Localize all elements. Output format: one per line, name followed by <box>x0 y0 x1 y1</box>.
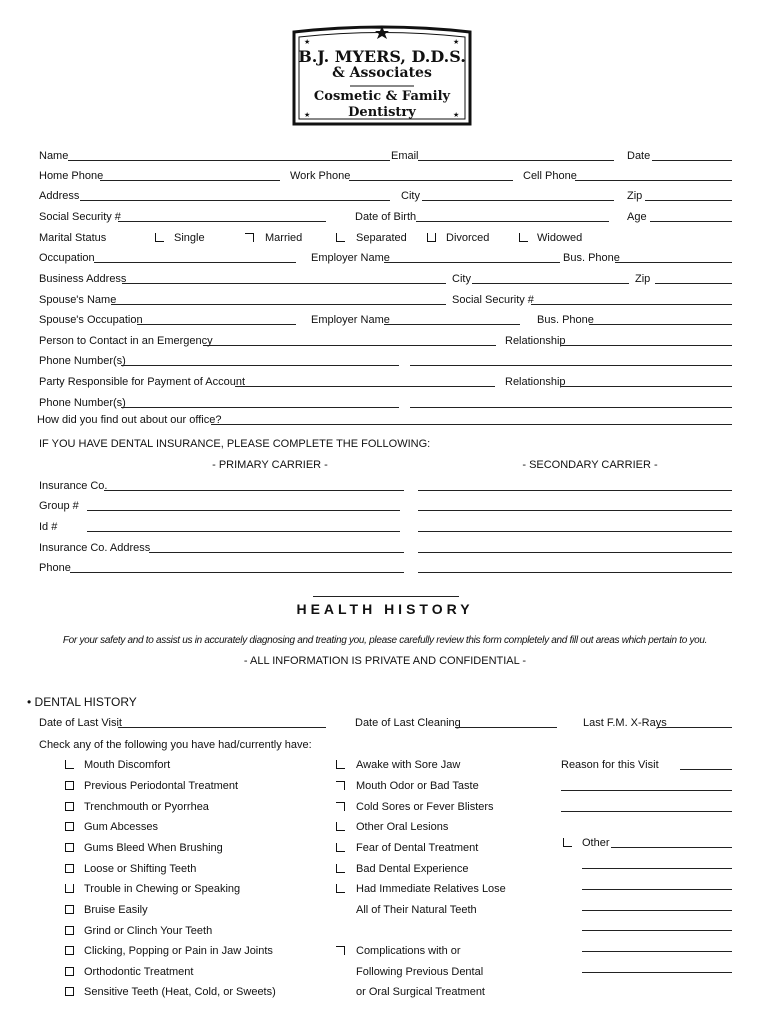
insurance-co-label: Insurance Co. <box>39 480 108 492</box>
orthodontic-checkbox[interactable] <box>65 967 74 976</box>
divorced-label: Divorced <box>446 232 490 244</box>
spouse-bus-phone-field[interactable] <box>589 324 732 325</box>
dob-field[interactable] <box>416 221 609 222</box>
secondary-insurance-co-field[interactable] <box>418 490 732 491</box>
gum-abcesses-checkbox[interactable] <box>65 822 74 831</box>
spouse-name-label: Spouse's Name <box>39 294 117 306</box>
how-did-you-find-field[interactable] <box>211 424 732 425</box>
relationship-field[interactable] <box>561 345 732 346</box>
confidential-notice: - ALL INFORMATION IS PRIVATE AND CONFIDENTIAL - <box>243 655 527 667</box>
secondary-group-field[interactable] <box>418 510 732 511</box>
business-zip-label: Zip <box>635 273 651 285</box>
trenchmouth-checkbox[interactable] <box>65 802 74 811</box>
spouse-ssn-field[interactable] <box>531 304 732 305</box>
spouse-ssn-label: Social Security # <box>452 294 534 306</box>
gums-bleed-label: Gums Bleed When Brushing <box>84 842 223 854</box>
employer-name-field[interactable] <box>384 262 560 263</box>
orthodontic-label: Orthodontic Treatment <box>84 966 194 978</box>
svg-text:★: ★ <box>453 39 460 46</box>
how-did-you-find-label: How did you find out about our office? <box>37 414 222 426</box>
primary-carrier-heading: - PRIMARY CARRIER - <box>212 459 328 471</box>
complications-label-3: or Oral Surgical Treatment <box>356 986 485 998</box>
health-history-intro: For your safety and to assist us in accurately diagnosing and treating you, please carefully review this form completely and fill out areas which pertain to you. <box>62 635 708 646</box>
relationship2-field[interactable] <box>561 386 732 387</box>
phone-numbers2-field[interactable] <box>121 407 399 408</box>
email-label: Email <box>391 150 419 162</box>
date-label: Date <box>627 150 651 162</box>
periodontal-checkbox[interactable] <box>65 781 74 790</box>
single-label: Single <box>174 232 205 244</box>
other-field-7[interactable] <box>582 972 732 973</box>
svg-text:★: ★ <box>304 112 311 119</box>
trenchmouth-label: Trenchmouth or Pyorrhea <box>84 801 209 813</box>
gums-bleed-checkbox[interactable] <box>65 843 74 852</box>
work-phone-field[interactable] <box>349 180 513 181</box>
dob-label: Date of Birth <box>355 211 417 223</box>
phone-numbers2-field-2[interactable] <box>410 407 732 408</box>
logo-dentistry: Dentistry <box>348 105 416 120</box>
jaw-joints-checkbox[interactable] <box>65 946 74 955</box>
logo-name: B.J. MYERS, D.D.S. <box>298 47 466 66</box>
insurance-heading: IF YOU HAVE DENTAL INSURANCE, PLEASE COMPLETE THE FOLLOWING: <box>39 438 431 450</box>
secondary-carrier-heading: - SECONDARY CARRIER - <box>522 459 658 471</box>
age-field[interactable] <box>650 221 732 222</box>
phone-numbers-field-2[interactable] <box>410 365 732 366</box>
complications-label-2: Following Previous Dental <box>356 966 484 978</box>
spouse-employer-label: Employer Name <box>311 314 390 326</box>
relatives-teeth-label-2: All of Their Natural Teeth <box>356 904 477 916</box>
ssn-field[interactable] <box>118 221 326 222</box>
spouse-occupation-field[interactable] <box>137 324 296 325</box>
reason-label: Reason for this Visit <box>561 759 659 771</box>
grind-teeth-checkbox[interactable] <box>65 926 74 935</box>
last-xrays-label: Last F.M. X-Rays <box>583 717 667 729</box>
secondary-insurance-address-field[interactable] <box>418 552 732 553</box>
address-label: Address <box>39 190 80 202</box>
mouth-odor-label: Mouth Odor or Bad Taste <box>356 780 479 792</box>
zip-field[interactable] <box>645 200 732 201</box>
party-responsible-label: Party Responsible for Payment of Account <box>39 376 246 388</box>
relatives-teeth-checkbox[interactable] <box>336 884 345 893</box>
cell-phone-field[interactable] <box>575 180 732 181</box>
loose-teeth-label: Loose or Shifting Teeth <box>84 863 197 875</box>
name-label: Name <box>39 150 69 162</box>
secondary-id-field[interactable] <box>418 531 732 532</box>
svg-text:★: ★ <box>304 39 311 46</box>
primary-insurance-co-field[interactable] <box>104 490 404 491</box>
oral-lesions-label: Other Oral Lesions <box>356 821 449 833</box>
dental-history-heading: • DENTAL HISTORY <box>27 695 137 709</box>
sore-jaw-checkbox[interactable] <box>336 760 345 769</box>
business-city-label: City <box>452 273 471 285</box>
other-field[interactable] <box>611 847 732 848</box>
widowed-label: Widowed <box>537 232 583 244</box>
sensitive-teeth-checkbox[interactable] <box>65 987 74 996</box>
other-field-2[interactable] <box>582 868 732 869</box>
phone-numbers2-label: Phone Number(s) <box>39 397 126 409</box>
other-field-3[interactable] <box>582 889 732 890</box>
relationship-label: Relationship <box>505 335 566 347</box>
grind-teeth-label: Grind or Clinch Your Teeth <box>84 925 213 937</box>
periodontal-label: Previous Periodontal Treatment <box>84 780 239 792</box>
home-phone-label: Home Phone <box>39 170 104 182</box>
name-field[interactable] <box>68 160 390 161</box>
mouth-discomfort-label: Mouth Discomfort <box>84 759 171 771</box>
ssn-label: Social Security # <box>39 211 121 223</box>
marital-status-label: Marital Status <box>39 232 107 244</box>
age-label: Age <box>627 211 647 223</box>
divorced-checkbox[interactable] <box>427 233 436 242</box>
bruise-easily-checkbox[interactable] <box>65 905 74 914</box>
bus-phone-field[interactable] <box>615 262 732 263</box>
check-any-instruction: Check any of the following you have had/currently have: <box>39 739 312 751</box>
bad-experience-label: Bad Dental Experience <box>356 863 469 875</box>
business-address-field[interactable] <box>122 283 446 284</box>
practice-logo <box>290 24 474 128</box>
emergency-contact-field[interactable] <box>203 345 496 346</box>
last-cleaning-field[interactable] <box>455 727 557 728</box>
spouse-name-field[interactable] <box>111 304 446 305</box>
complications-checkbox[interactable] <box>336 946 345 955</box>
city-label: City <box>401 190 420 202</box>
mouth-odor-checkbox[interactable] <box>336 781 345 790</box>
occupation-field[interactable] <box>94 262 296 263</box>
id-label: Id # <box>39 521 58 533</box>
single-checkbox[interactable] <box>155 233 164 242</box>
trouble-chewing-label: Trouble in Chewing or Speaking <box>84 883 241 895</box>
city-field[interactable] <box>422 200 614 201</box>
occupation-label: Occupation <box>39 252 95 264</box>
loose-teeth-checkbox[interactable] <box>65 864 74 873</box>
work-phone-label: Work Phone <box>290 170 351 182</box>
secondary-phone-field[interactable] <box>418 572 732 573</box>
primary-id-field[interactable] <box>87 531 400 532</box>
last-xrays-field[interactable] <box>657 727 732 728</box>
spouse-employer-field[interactable] <box>384 324 520 325</box>
other-field-4[interactable] <box>582 910 732 911</box>
oral-lesions-checkbox[interactable] <box>336 822 345 831</box>
fear-treatment-checkbox[interactable] <box>336 843 345 852</box>
gum-abcesses-label: Gum Abcesses <box>84 821 158 833</box>
logo-cosmetic: Cosmetic & Family <box>313 89 451 104</box>
phone-numbers-field[interactable] <box>121 365 399 366</box>
reason-field[interactable] <box>680 769 732 770</box>
business-address-label: Business Address <box>39 273 127 285</box>
email-field[interactable] <box>418 160 614 161</box>
married-label: Married <box>265 232 303 244</box>
primary-group-field[interactable] <box>87 510 400 511</box>
relatives-teeth-label: Had Immediate Relatives Lose <box>356 883 506 895</box>
fear-treatment-label: Fear of Dental Treatment <box>356 842 479 854</box>
zip-label: Zip <box>627 190 643 202</box>
reason-field-3[interactable] <box>561 811 732 812</box>
last-visit-label: Date of Last Visit <box>39 717 122 729</box>
reason-field-2[interactable] <box>561 790 732 791</box>
party-responsible-field[interactable] <box>235 386 495 387</box>
health-history-title: HEALTH HISTORY <box>296 601 474 617</box>
business-city-field[interactable] <box>472 283 629 284</box>
bus-phone-label: Bus. Phone <box>563 252 620 264</box>
svg-text:★: ★ <box>453 112 460 119</box>
complications-label: Complications with or <box>356 945 461 957</box>
separated-checkbox[interactable] <box>336 233 345 242</box>
cold-sores-label: Cold Sores or Fever Blisters <box>356 801 494 813</box>
primary-phone-field[interactable] <box>70 572 404 573</box>
insurance-address-label: Insurance Co. Address <box>39 542 151 554</box>
other-checkbox[interactable] <box>563 838 572 847</box>
trouble-chewing-checkbox[interactable] <box>65 884 74 893</box>
bad-experience-checkbox[interactable] <box>336 864 345 873</box>
cold-sores-checkbox[interactable] <box>336 802 345 811</box>
sore-jaw-label: Awake with Sore Jaw <box>356 759 461 771</box>
logo-associates: & Associates <box>332 65 432 81</box>
other-field-6[interactable] <box>582 951 732 952</box>
spouse-occupation-label: Spouse's Occupation <box>39 314 143 326</box>
last-cleaning-label: Date of Last Cleaning <box>355 717 461 729</box>
other-label: Other <box>582 837 610 849</box>
date-field[interactable] <box>652 160 732 161</box>
spouse-bus-phone-label: Bus. Phone <box>537 314 594 326</box>
separated-label: Separated <box>356 232 407 244</box>
mouth-discomfort-checkbox[interactable] <box>65 760 74 769</box>
insurance-phone-label: Phone <box>39 562 71 574</box>
other-field-5[interactable] <box>582 930 732 931</box>
home-phone-field[interactable] <box>100 180 280 181</box>
primary-insurance-address-field[interactable] <box>149 552 404 553</box>
health-history-rule <box>313 596 459 597</box>
jaw-joints-label: Clicking, Popping or Pain in Jaw Joints <box>84 945 273 957</box>
widowed-checkbox[interactable] <box>519 233 528 242</box>
group-label: Group # <box>39 500 79 512</box>
address-field[interactable] <box>80 200 390 201</box>
business-zip-field[interactable] <box>655 283 732 284</box>
phone-numbers-label: Phone Number(s) <box>39 355 126 367</box>
emergency-contact-label: Person to Contact in an Emergency <box>39 335 213 347</box>
married-checkbox[interactable] <box>245 233 254 242</box>
last-visit-field[interactable] <box>118 727 326 728</box>
cell-phone-label: Cell Phone <box>523 170 577 182</box>
relationship2-label: Relationship <box>505 376 566 388</box>
sensitive-teeth-label: Sensitive Teeth (Heat, Cold, or Sweets) <box>84 986 276 998</box>
employer-name-label: Employer Name <box>311 252 390 264</box>
bruise-easily-label: Bruise Easily <box>84 904 148 916</box>
